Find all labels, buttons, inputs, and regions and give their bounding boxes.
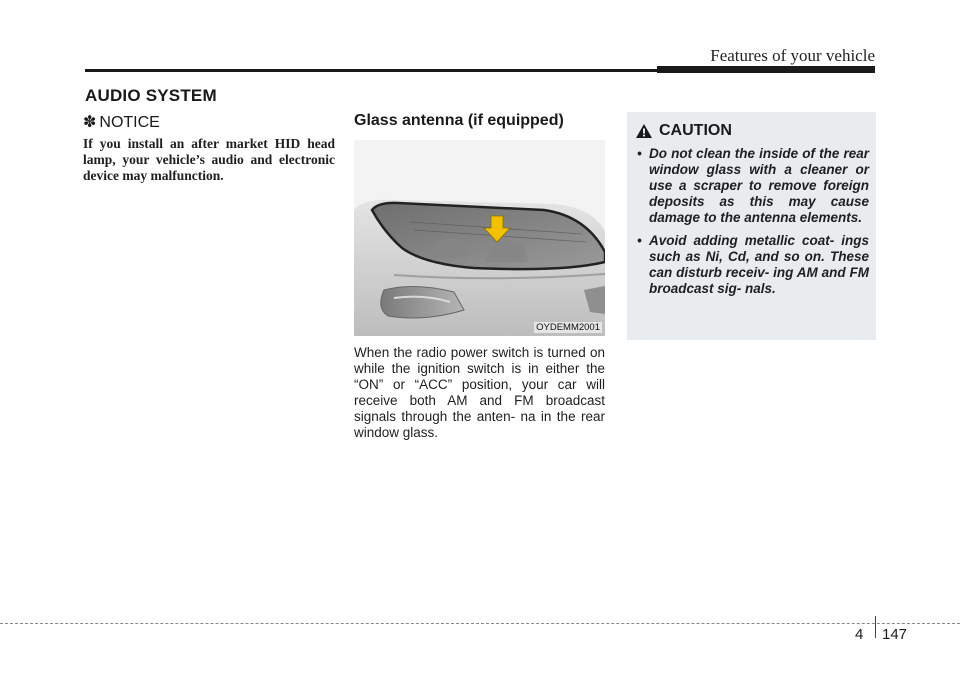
- caution-list: [637, 146, 869, 304]
- antenna-title: Glass antenna (if equipped): [354, 112, 564, 129]
- page-number: 147: [882, 626, 908, 643]
- image-code: OYDEMM2001: [536, 322, 600, 333]
- notice-heading: [83, 112, 160, 132]
- antenna-body: When the radio power switch is turned on while the ignition switch is in either the “ON” or “ACC” position, your car will receive both AM and FM broadcast signals through the anten- na in the rear window glass.: [354, 345, 605, 440]
- footer-divider: [875, 616, 876, 638]
- section-title: AUDIO SYSTEM: [85, 86, 217, 105]
- caution-item: • Avoid adding metallic coat- ings such as Ni, Cd, and so on. These can disturb receiv- ing AM and FM broadcast sig- nals.: [637, 233, 869, 296]
- warning-triangle-icon: [635, 123, 653, 139]
- notice-title: NOTICE: [99, 114, 160, 131]
- caution-heading: [635, 122, 732, 140]
- header-rule-accent: [657, 66, 875, 73]
- caution-box: [627, 112, 876, 340]
- footer-rule: [0, 623, 960, 624]
- bullet-icon: •: [637, 146, 642, 161]
- chapter-number: 4: [855, 626, 864, 643]
- notice-body: If you install an after market HID head lamp, your vehicle’s audio and electronic device may malfunction.: [83, 136, 335, 183]
- bullet-icon: •: [637, 233, 642, 248]
- caution-title: CAUTION: [659, 122, 732, 139]
- car-rear-illustration: [354, 140, 605, 336]
- header-title: Features of your vehicle: [710, 46, 875, 65]
- caution-item: • Do not clean the inside of the rear window glass with a cleaner or use a scraper to remove foreign deposits as this may cause damage to the antenna elements.: [637, 146, 869, 225]
- rear-window-photo: [354, 140, 605, 336]
- notice-star-icon: ✽: [83, 114, 97, 131]
